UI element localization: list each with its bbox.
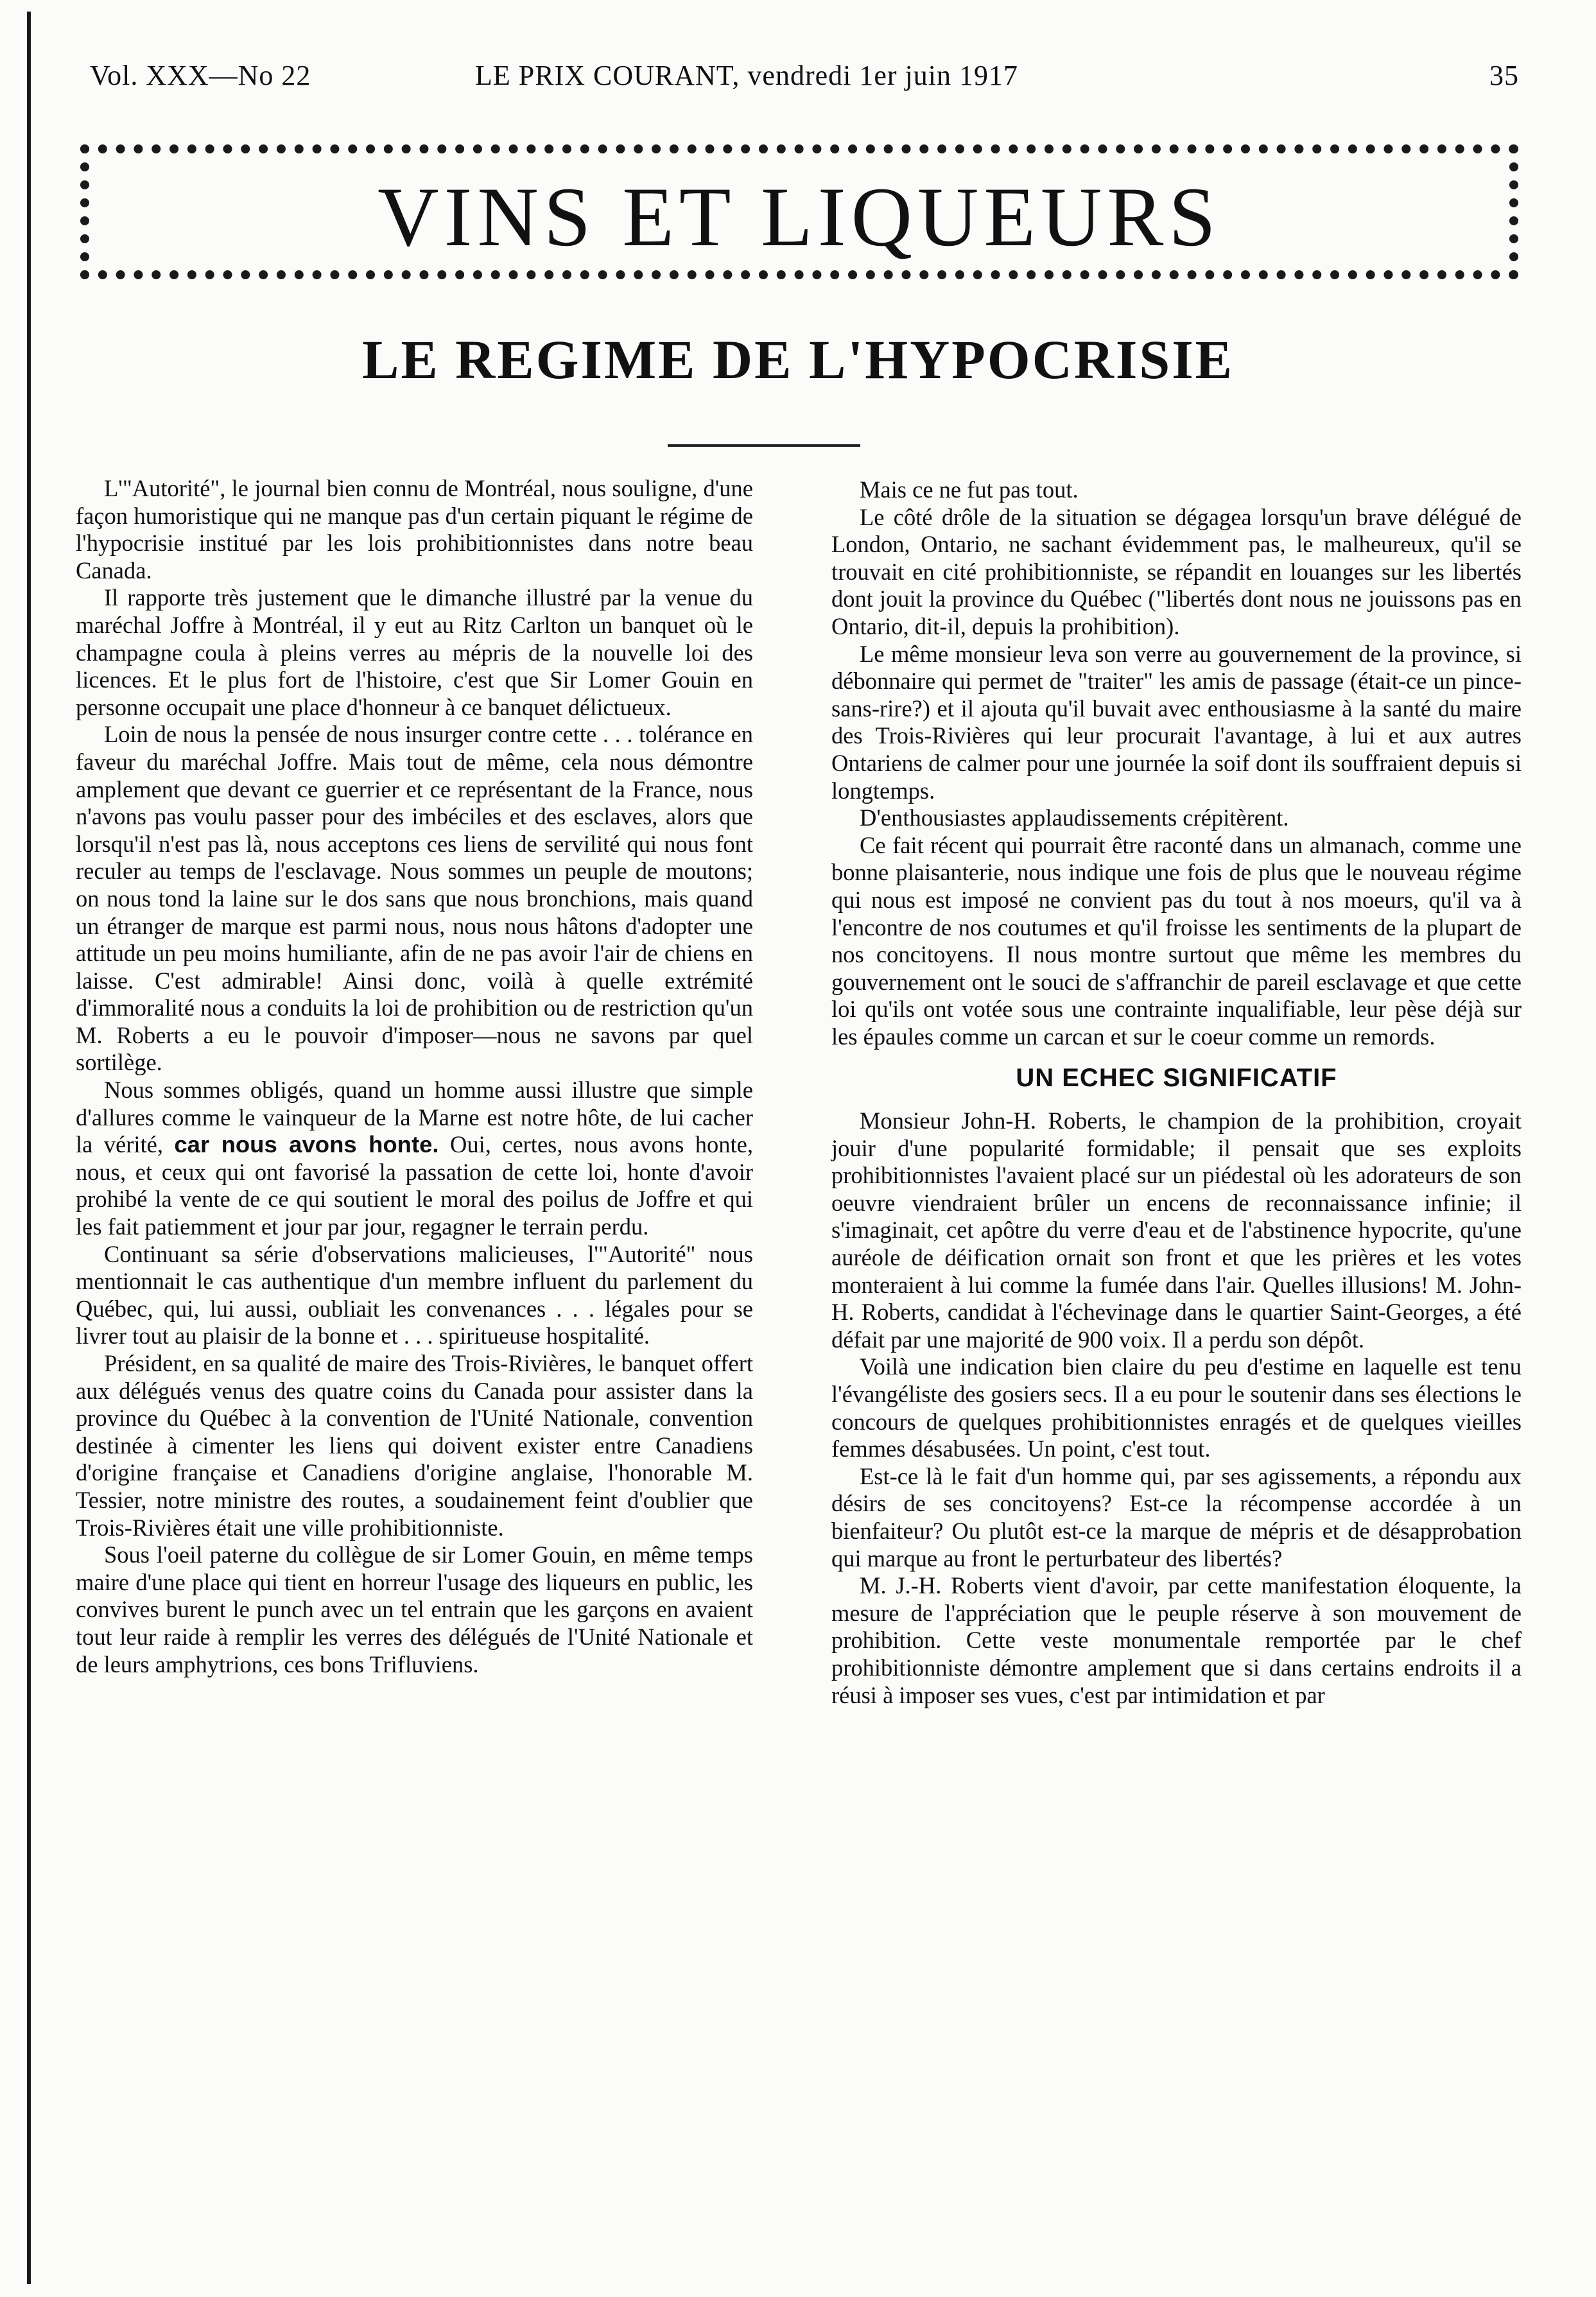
paragraph: L'"Autorité", le journal bien connu de Montréal, nous souligne, d'une façon humoristique qui ne manque pas d'un certain piquant le régime de l'hypocrisie institué par les lois prohibitionnistes dans notre beau Canada. (76, 475, 753, 584)
volume-number: Vol. XXX—No 22 (90, 60, 311, 91)
paragraph: Ce fait récent qui pourrait être raconté dans un almanach, comme une bonne plaisanterie, nous indique une fois de plus que le nouveau régime qui nous est imposé ne convient pas du tout à nos moeurs, qu'il va à l'encontre de nos coutumes et qu'il froisse les sentiments de la plupart de nos concitoyens. Il nous montre surtout que même les membres du gouvernement ont le souci de s'affranchir de pareil esclavage et que cette loi qu'ils ont votée sous une contrainte inqualifiable, leur pèse déjà sur les épaules comme un carcan et sur le coeur comme un remords. (831, 831, 1522, 1050)
masthead: LE PRIX COURANT, vendredi 1er juin 1917 (475, 60, 1018, 91)
paragraph: Voilà une indication bien claire du peu d'estime en laquelle est tenu l'évangéliste des gosiers secs. Il a eu pour le soutenir dans ses élections le concours de quelques prohibitionnistes enragés et de quelques vieilles femmes désabusées. Un point, c'est tout. (831, 1353, 1522, 1462)
paragraph: Continuant sa série d'observations malicieuses, l'"Autorité" nous mentionnait le cas authentique d'un membre influent du parlement du Québec, qui, lui aussi, oubliait les convenances . . . légales pour se livrer tout au plaisir de la bonne et . . . spiritueuse hospitalité. (76, 1240, 753, 1349)
paragraph: Il rapporte très justement que le dimanche illustré par la venue du maréchal Joffre à Montréal, il y eut au Ritz Carlton un banquet où le champagne coula à pleins verres au mépris de la nouvelle loi des licences. Et le plus fort de l'histoire, c'est que Sir Lomer Gouin en personne occupait une place d'honneur à ce banquet délictueux. (76, 584, 753, 720)
section-title: VINS ET LIQUEURS (377, 169, 1221, 264)
paragraph: Président, en sa qualité de maire des Trois-Rivières, le banquet offert aux délégués venus des quatre coins du Canada pour assister dans la province du Québec à la convention de l'Unité Nationale, convention destinée à cimenter les liens qui doivent exister entre Canadiens d'origine française et Canadiens d'origine anglaise, l'honorable M. Tessier, notre ministre des routes, a soudainement feint d'oublier que Trois-Rivières était une ville prohibitionniste. (76, 1350, 753, 1541)
paragraph: D'enthousiastes applaudissements crépitèrent. (860, 804, 1289, 831)
paragraph: Est-ce là le fait d'un homme qui, par ses agissements, a répondu aux désirs de ses concitoyens? Est-ce la récompense accordée à un bienfaiteur? Ou plutôt est-ce la marque de mépris et de désapprobation qui marque au front le perturbateur des libertés? (831, 1462, 1522, 1572)
bold-emphasis: car nous avons honte. (174, 1131, 439, 1158)
subheading: UN ECHEC SIGNIFICATIF (1016, 1064, 1337, 1093)
paragraph: Le même monsieur leva son verre au gouvernement de la province, si débonnaire qui permet de "traiter" les amis de passage (était-ce un pince-sans-rire?) et il ajouta qu'il buvait avec enthousiasme à la santé du maire des Trois-Rivières qui leur procurait l'avantage, à lui et aux autres Ontariens de calmer pour une journée la soif dont ils souffraient depuis si longtemps. (831, 640, 1522, 804)
paragraph-with-emphasis (76, 1077, 753, 1241)
page-number: 35 (1489, 60, 1519, 91)
paragraph: Monsieur John-H. Roberts, le champion de la prohibition, croyait jouir d'une popularité formidable; il pensait que ses exploits prohibitionnistes l'avaient placé sur un piédestal où les adorateurs de son oeuvre viendraient brûler un encens de reconnaissance infinie; il s'imaginait, cet apôtre du verre d'eau et de l'abstinence hypocrite, qu'une auréole de déification ornait son front et que les prières et les votes monteraient à lui comme la fumée dans l'air. Quelles illusions! M. John-H. Roberts, candidat à l'échevinage dans le quartier Saint-Georges, a été défait par une majorité de 900 voix. Il a perdu son dépôt. (831, 1107, 1522, 1353)
paragraph: Sous l'oeil paterne du collègue de sir Lomer Gouin, en même temps maire d'une place qui tient en horreur l'usage des liqueurs en public, les convives burent le punch avec un tel entrain que les garçons en avaient tout leur raide à remplir les verres des délégués de l'Unité Nationale et de leurs amphytrions, ces bons Trifluviens. (76, 1541, 753, 1677)
headline-rule (668, 444, 860, 447)
section-banner (80, 144, 1518, 279)
paragraph: Le côté drôle de la situation se dégagea lorsqu'un brave délégué de London, Ontario, ne sachant évidemment pas, le malheureux, qu'il se trouvait en cité prohibitionniste, se répandit en louanges sur les libertés dont jouit la province du Québec ("libertés dont nous ne jouissons pas en Ontario, dit-il, depuis la prohibition). (831, 503, 1522, 639)
page-header (90, 59, 1519, 104)
paragraph: Loin de nous la pensée de nous insurger contre cette . . . tolérance en faveur du maréchal Joffre. Mais tout de même, cela nous démontre amplement que devant ce guerrier et ce représentant de la France, nous n'avons pas voulu passer pour des imbéciles et des esclaves, alors que lorsqu'il n'est pas là, nous acceptons ces liens de servilité qui nous font reculer au temps de l'esclavage. Nous sommes un peuple de moutons; on nous tond la laine sur le dos sans que nous bronchions, mais quand un étranger de marque est parmi nous, nous nous hâtons d'adopter une attitude un peu moins humiliante, afin de ne pas avoir l'air de chiens en laisse. C'est admirable! Ainsi donc, voilà à quelle extrémité d'immoralité nous a conduits la loi de prohibition ou de restriction qu'un M. Roberts a eu le pouvoir d'imposer—nous ne savons par quel sortilège. (76, 721, 753, 1076)
paragraph-text: Nous sommes obligés, quand un homme aussi illustre que simple d'allures comme le vainqueur de la Marne est notre hôte, de lui cacher la vérité, (76, 1077, 753, 1158)
article-headline: LE REGIME DE L'HYPOCRISIE (361, 329, 1235, 390)
paragraph: Mais ce ne fut pas tout. (860, 476, 1079, 503)
left-column (76, 475, 753, 1678)
paragraph: M. J.-H. Roberts vient d'avoir, par cette manifestation éloquente, la mesure de l'appréciation que le peuple réserve à son mouvement de prohibition. Cette veste monumentale remportée par le chef prohibitionniste démontre amplement que si dans certains endroits il a réusi à imposer ses vues, c'est par intimidation et par (831, 1572, 1522, 1708)
paragraph-text: Oui, certes, nous avons honte, nous, et ceux qui ont favorisé la passation de cette loi, honte d'avoir prohibé la vente de ce qui soutient le moral des poilus de Joffre et qui les fait patiemment et jour par jour, regagner le terrain perdu. (76, 1131, 753, 1240)
right-column (831, 476, 1522, 1709)
